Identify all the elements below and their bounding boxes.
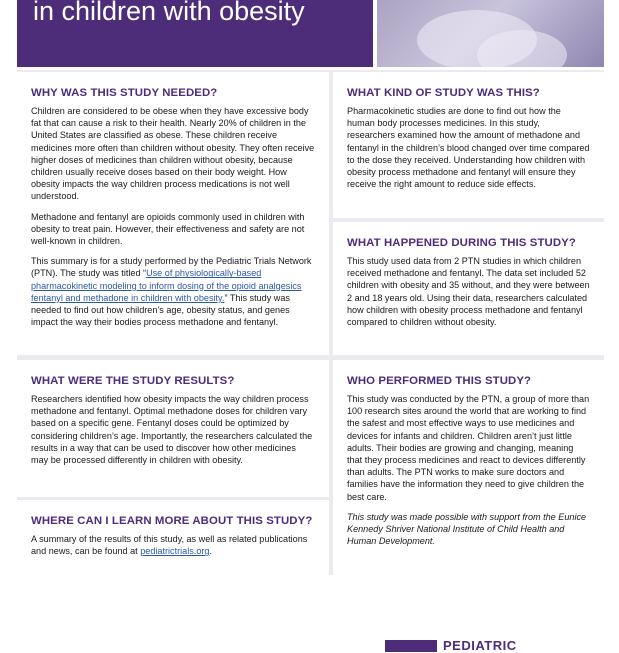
section-paragraph: This study used data from 2 PTN studies in which children received methadone and fentanyl. The data set included 52 children with obesity and 35 without, and they were between 2 and 18 years old. Using their data, researchers calculated how children with obesity process methadone and fentanyl compared to children without obesity. [347,256,590,328]
section-why-needed [17,72,329,355]
section-kind-of-study [333,72,604,218]
text-span: ” This study was needed to find out how children’s age, obesity status, and genes impact the way their bodies process methadone and fentanyl. [31,292,290,328]
section-what-happened [333,222,604,355]
section-who-performed [333,360,604,575]
pediatrictrials-link[interactable]: pediatrictrials.org [140,546,210,557]
section-learn-more [17,500,329,575]
section-paragraph [31,255,315,328]
logo-text: PEDIATRIC [443,638,517,653]
page-title: in children with obesity [33,0,305,26]
funding-note: This study was made possible with support from the Eunice Kennedy Shriver National Institute of Child Health and Human Development. [347,511,587,547]
banner-photo [377,0,604,67]
study-title-link[interactable]: Use of physiologically-based pharmacokinetic modeling to inform dosing of the opioid analgesics fentanyl and methadone in children with obesity. [31,268,302,303]
section-heading: WHAT WERE THE STUDY RESULTS? [31,375,235,387]
section-paragraph: This study was conducted by the PTN, a group of more than 100 research sites around the world that are working to find the safest and most effective ways to use medicines and devices for infants and children. Children aren’t just little adults. Their bodies are growing and changing, meaning that they process medicines and react to devices differently than adults. The PTN works to make sure doctors and families have the information they need to give children the best care. [347,394,590,502]
section-paragraph [31,533,315,557]
text-span: A summary of the results of this study, as well as related publications and news, can be found at [31,534,308,557]
section-heading: WHO PERFORMED THIS STUDY? [347,375,532,387]
section-heading: WHY WAS THIS STUDY NEEDED? [31,87,218,99]
section-paragraph: Children are considered to be obese when they have excessive body fat that can cause a risk to their health. Nearly 20% of children in the United States are classified as obese. These children receive medicines more often than children without obesity. They often receive higher doses of medicines than children without obesity, because children usually receive doses based on their body weight. How obesity impacts the way children process medications is not well understood. [31,106,315,202]
section-paragraph: Methadone and fentanyl are opioids commonly used in children with obesity to treat pain. However, their effectiveness and safety are not well-known in children. [31,211,305,247]
section-paragraph: Pharmacokinetic studies are done to find out how the human body processes medicines. In this study, researchers examined how the amount of methadone and fentanyl in the children’s blood changed over time compared to the dose they received. Understanding how children with obesity process methadone and fentanyl will ensure they receive the right amount to reduce side effects. [347,106,590,190]
section-heading: WHERE CAN I LEARN MORE ABOUT THIS STUDY? [31,515,313,527]
section-heading: WHAT HAPPENED DURING THIS STUDY? [347,237,576,249]
section-heading: WHAT KIND OF STUDY WAS THIS? [347,87,540,99]
title-banner [17,0,373,67]
text-span: . [209,546,212,557]
logo-mark [385,640,437,652]
section-paragraph: Researchers identified how obesity impacts the way children process methadone and fentanyl. Optimal methadone doses for children vary based on a specific gene. Fentanyl doses could be optimized by considering children’s age. Importantly, the researchers calculated the results in a way that can be used to discover how other medicines may be processed differently in children with obesity. [31,394,313,466]
section-results [17,360,329,497]
text-span: This summary is for a study performed by the Pediatric Trials Network (PTN). The study was titled “ [31,256,312,279]
